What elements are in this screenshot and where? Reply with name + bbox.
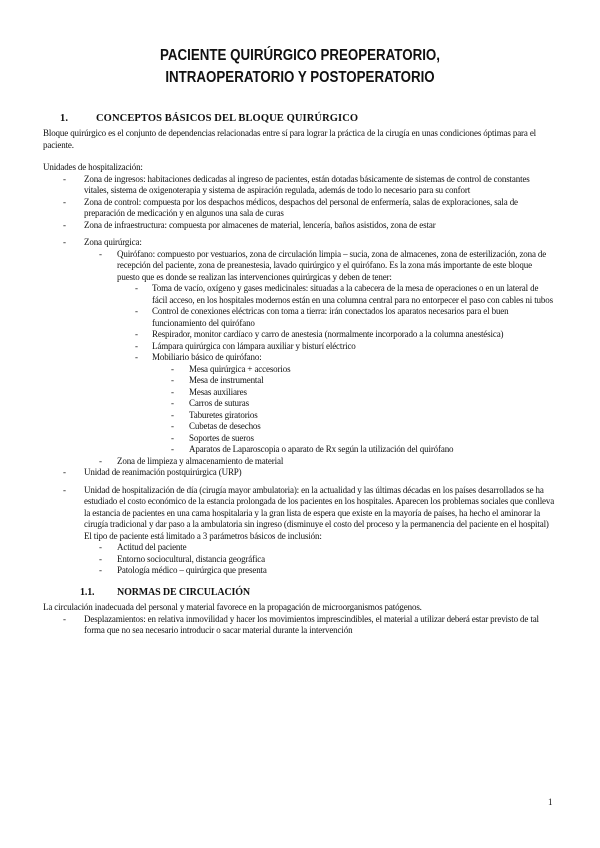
list-item: - Quirófano: compuesto por vestuarios, zona de circulación limpia – sucia, zona de almacenes, zona de esterilización, zona de recepción del paciente, zona de preanestesia, lavado quirúrgico y el quirófano. Es la zona más importante de este bloque puesto que es donde se realizan las intervenciones quirúrgicas y deben de tener: [99,248,547,282]
list-item: - Lámpara quirúrgica con lámpara auxiliar y bisturí eléctrico [135,340,356,351]
list-item: - Taburetes giratorios [171,409,258,420]
section-1-number: 1. [60,113,69,124]
list-item: - Zona de control: compuesta por los despachos médicos, despachos del personal de enfermería, salas de exploraciones, sala de preparación de medicación y en algunos una sala de curas [63,196,518,218]
tipo-paciente-text: El tipo de paciente está limitado a 3 parámetros básicos de inclusión: [84,530,322,541]
list-item: - Desplazamientos: en relativa inmovilidad y hacer los movimientos imprescindibles, el material a utilizar deberá estar previsto de tal forma que no sea necesario introducir o sacar material durante la intervención [63,613,539,635]
list-item: - Mesas auxiliares [171,386,247,397]
title-line-2: INTRAOPERATORIO Y POSTOPERATORIO [165,69,435,86]
document-body [43,128,555,637]
section-1-heading [60,113,358,124]
list-item: - Toma de vacío, oxígeno y gases medicinales: situadas a la cabecera de la mesa de operaciones o en un lateral de fácil acceso, en los hospitales modernos están en una columna central para no entorpecer el paso con cables ni tubos [135,283,553,305]
list-item: - Mesa de instrumental [171,375,264,385]
section-1-1-heading [43,587,555,599]
list-item: - Zona de limpieza y almacenamiento de material [99,455,284,466]
list-item: - Zona de ingresos: habitaciones dedicadas al ingreso de pacientes, están dotadas básicamente de sistemas de control de constantes vitales, sistema de oxigenoterapia y sistema de aspiración regulada, además de todo lo necesario para su confort [63,173,530,195]
page-number: 1 [548,797,553,807]
list-item: - Entorno sociocultural, distancia geográfica [99,553,265,564]
circulation-intro: La circulación inadecuada del personal y material favorece en la propagación de microorganismos patógenos. [43,602,422,612]
document-title [42,45,558,89]
units-label: Unidades de hospitalización: [43,162,143,172]
section-1-1-number: 1.1. [80,586,95,598]
intro-paragraph: Bloque quirúrgico es el conjunto de dependencias relacionadas entre sí para lograr la práctica de la cirugía en unas condiciones óptimas para el paciente. [43,128,537,150]
section-1-1-title: NORMAS DE CIRCULACIÓN [117,586,250,598]
list-item: - Patología médico – quirúrgica que presenta [99,565,267,575]
section-1-title: CONCEPTOS BÁSICOS DEL BLOQUE QUIRÚRGICO [96,113,359,124]
list-item: - Unidad de reanimación postquirúrgica (URP) [63,467,242,477]
list-item: - Cubetas de desechos [171,421,261,431]
list-item: - Soportes de sueros [171,432,254,443]
list-item: - Mobiliario básico de quirófano: [135,352,262,362]
list-item: - Carros de suturas [171,398,249,408]
list-item: - Actitud del paciente [99,542,187,552]
list-item: - Aparatos de Laparoscopia o aparato de Rx según la utilización del quirófano [171,444,454,454]
list-item: - Respirador, monitor cardíaco y carro de anestesia (normalmente incorporado a la columna anestésica) [135,329,504,339]
list-item: - Unidad de hospitalización de día (cirugía mayor ambulatoria): en la actualidad y las últimas décadas en los países desarrollados se ha estudiado el costo económico de la estancia prolongada de los pacientes en los hospitales. Aparecen los problemas sociales que conlleva la estancia de pacientes en una cama hospitalaria y la gran lista de espera que existe en la mayoría de países, ha hecho el aminorar la cirugía tradicional y dar paso a la ambulatoria sin ingreso (disminuye el costo del proceso y la permanencia del paciente en el hospital) [63,484,555,529]
list-item: - Zona quirúrgica: [63,237,142,247]
title-line-1: PACIENTE QUIRÚRGICO PREOPERATORIO, [160,47,440,64]
list-item: - Mesa quirúrgica + accesorios [171,363,291,374]
list-item: - Zona de infraestructura: compuesta por almacenes de material, lencería, baños asistidos, zona de estar [63,219,436,230]
list-item: - Control de conexiones eléctricas con toma a tierra: irán conectados los aparatos necesarios para el buen funcionamiento del quirófano [135,306,509,328]
